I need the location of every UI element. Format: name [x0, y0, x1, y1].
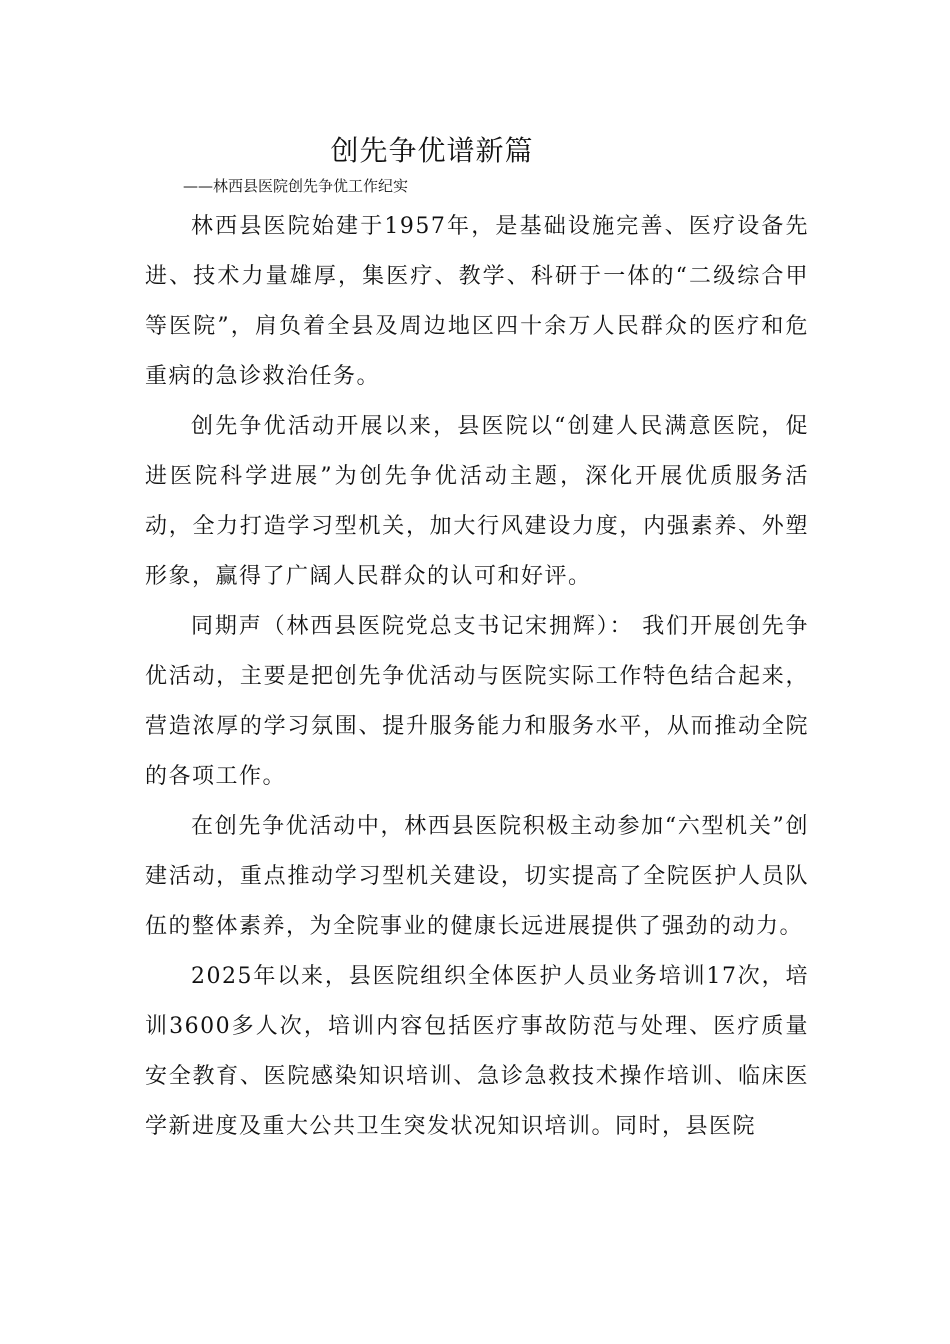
paragraph: 创先争优活动开展以来，县医院以“创建人民满意医院，促进医院科学进展”为创先争优活动主题，深化开展优质服务活动，全力打造学习型机关，加大行风建设力度，内强素养、外塑形象，赢得了广阔人民群众的认可和好评。 — [145, 414, 809, 589]
paragraph: 同期声（林西县医院党总支书记宋拥辉）： 我们开展创先争优活动，主要是把创先争优活动与医院实际工作特色结合起来，营造浓厚的学习氛围、提升服务能力和服务水平，从而推动全院的各项工作。 — [145, 614, 809, 789]
paragraph: 在创先争优活动中，林西县医院积极主动参加“六型机关”创建活动，重点推动学习型机关建设，切实提高了全院医护人员队伍的整体素养，为全院事业的健康长远进展提供了强劲的动力。 — [145, 814, 809, 939]
document-subtitle: ——林西县医院创先争优工作纪实 — [183, 177, 409, 195]
paragraph: 2025年以来，县医院组织全体医护人员业务培训17次，培训3600多人次，培训内容包括医疗事故防范与处理、医疗质量安全教育、医院感染知识培训、急诊急救技术操作培训、临床医学新进度及重大公共卫生突发状况知识培训。同时，县医院 — [145, 964, 809, 1139]
paragraph: 林西县医院始建于1957年，是基础设施完善、医疗设备先进、技术力量雄厚，集医疗、教学、科研于一体的“二级综合甲等医院”，肩负着全县及周边地区四十余万人民群众的医疗和危重病的急诊救治任务。 — [145, 214, 809, 389]
document-body — [145, 202, 809, 1152]
document-title: 创先争优谱新篇 — [330, 134, 534, 167]
